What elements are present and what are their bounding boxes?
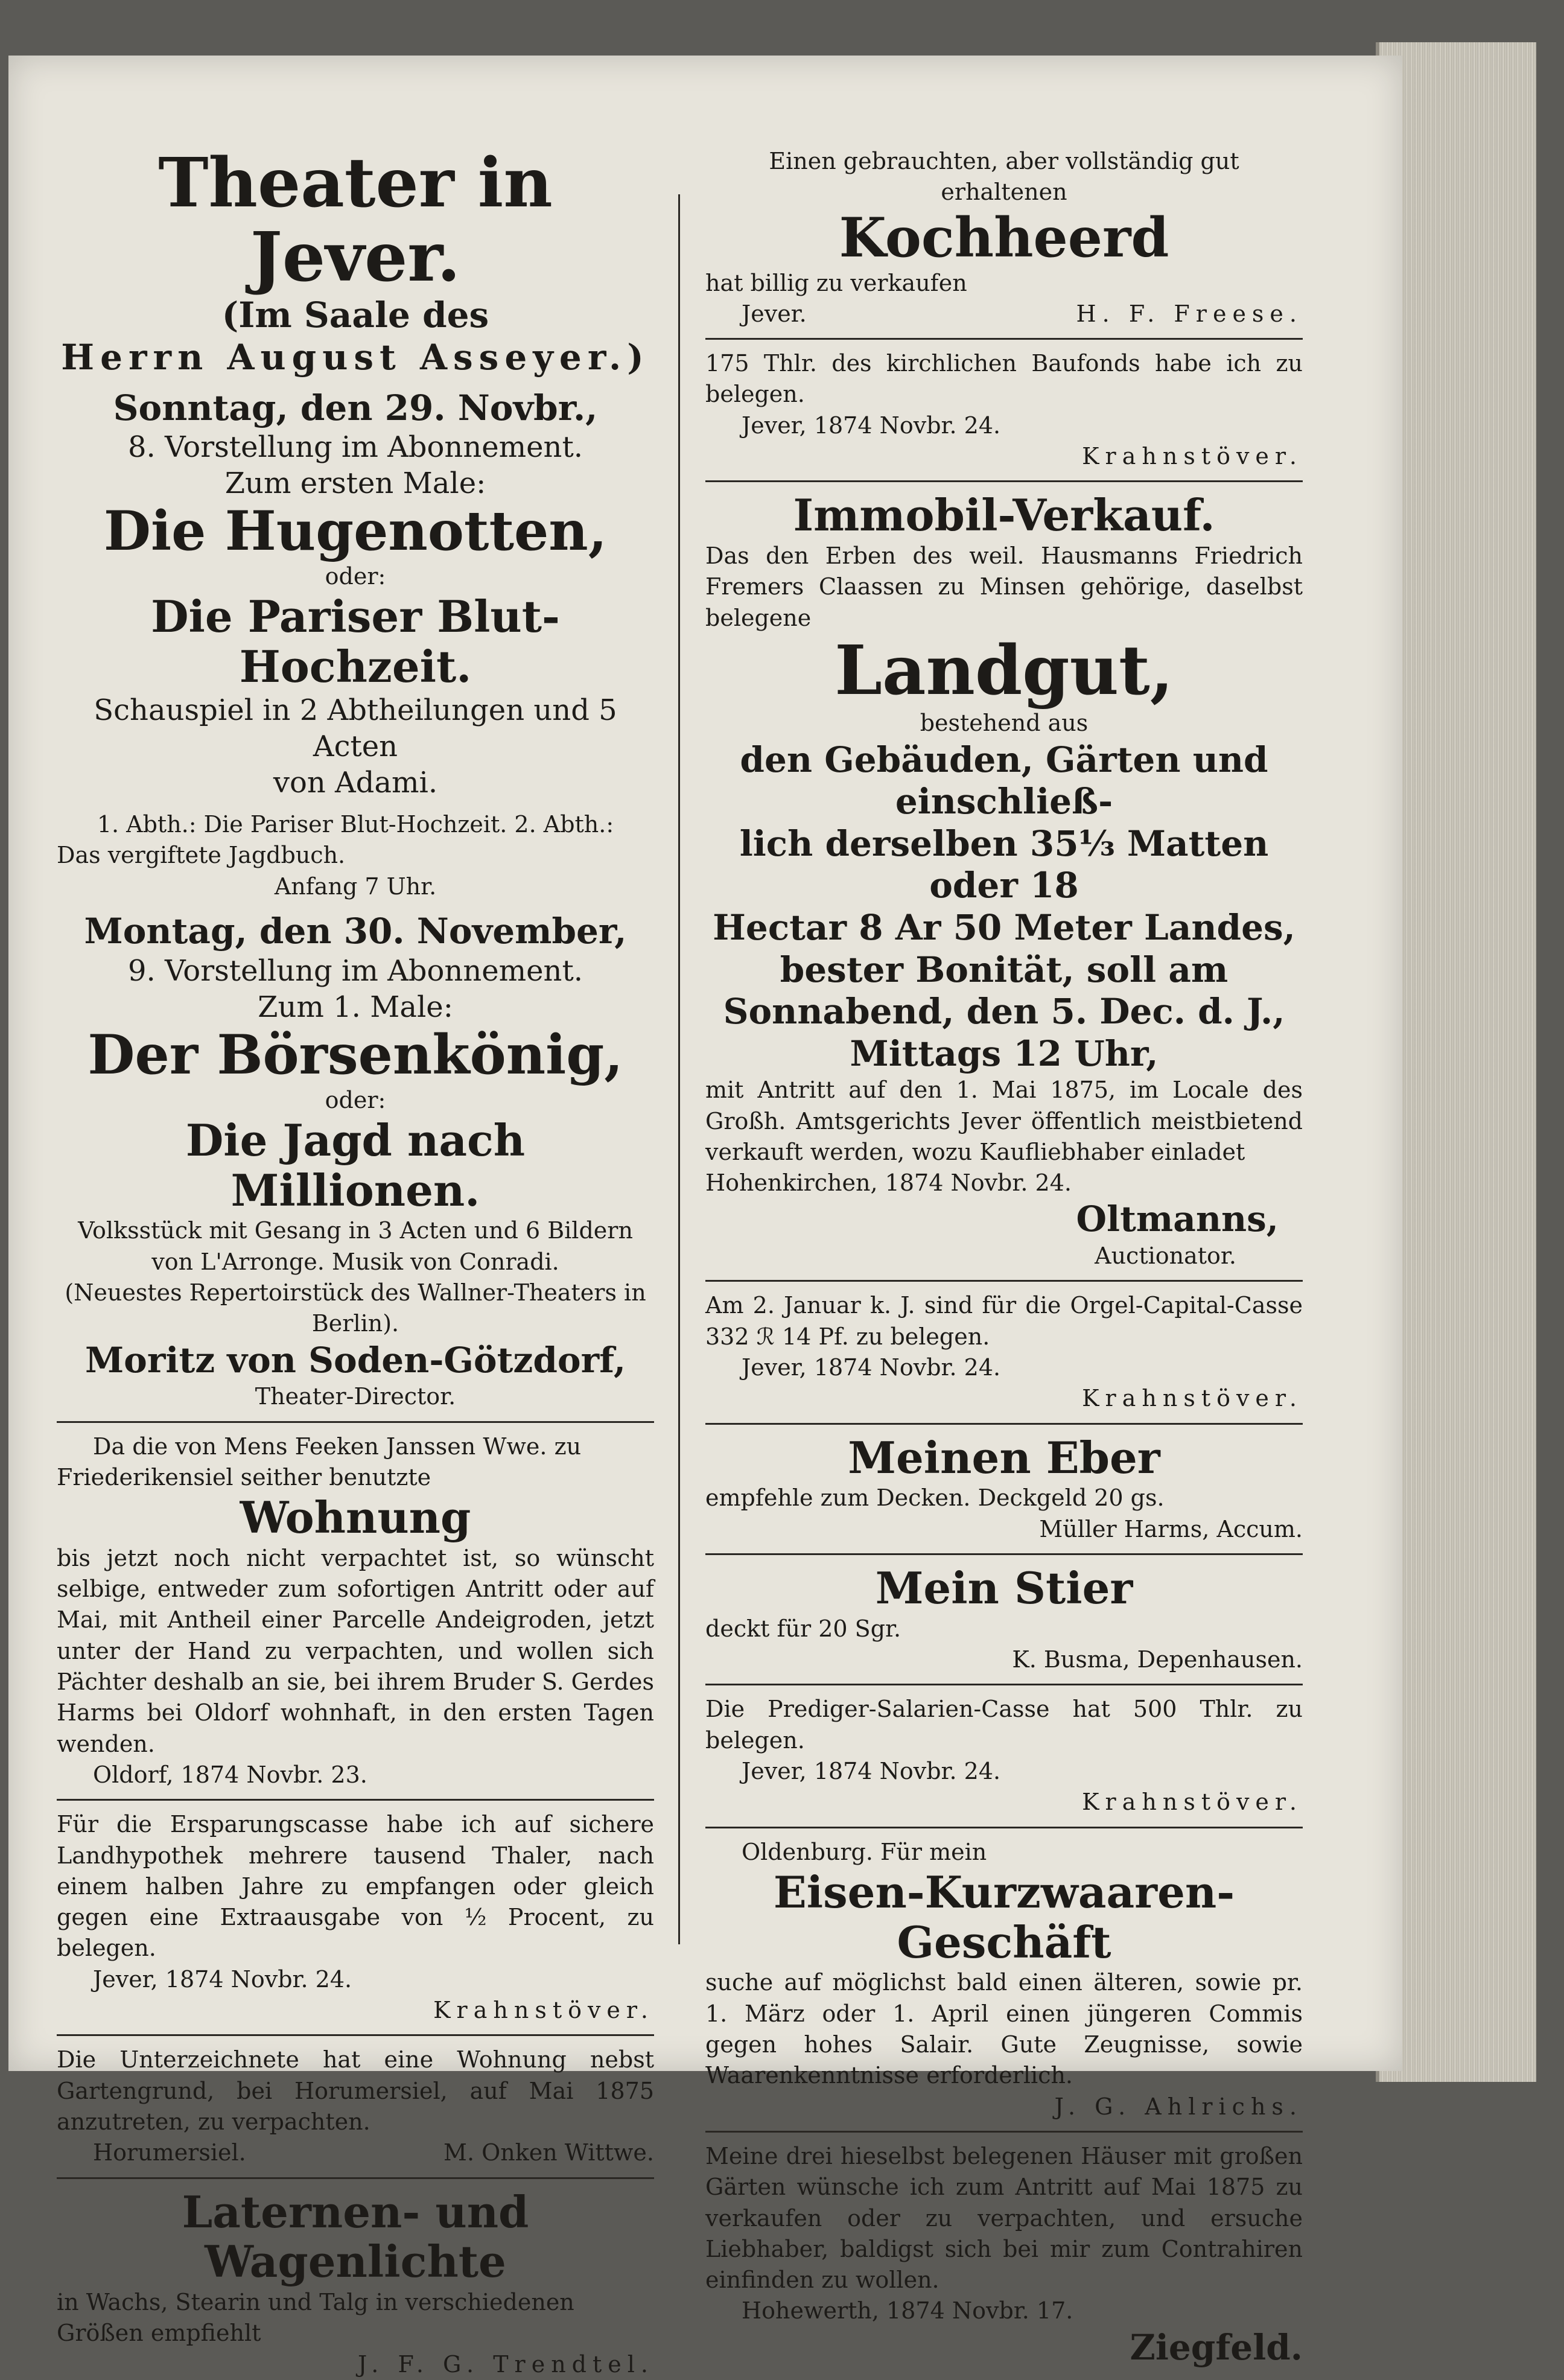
performance-9: 9. Vorstellung im Abonnement. bbox=[127, 953, 583, 988]
newspaper-page bbox=[8, 56, 1402, 2378]
ersparungscasse-ad-body: Für die Ersparungscasse habe ich auf sichere Landhypothek mehrere tausend Thaler, nach einem halben Jahre zu empfangen oder gleich gegen eine Extraausgabe von ½ Procent, zu belegen. bbox=[57, 1811, 654, 1962]
kochheerd-ad-place: Jever. bbox=[742, 300, 807, 327]
eisen-ad-line-1: Oldenburg. Für mein bbox=[742, 1838, 987, 1865]
laternen-heading: Laternen- und Wagenlichte bbox=[182, 2186, 529, 2288]
wohnung-ad-line-2: Friederikensiel seither benutzte bbox=[57, 1463, 431, 1491]
first-time-label: Zum ersten Male: bbox=[224, 466, 486, 501]
play2-title: Der Börsenkönig, bbox=[87, 1022, 623, 1087]
haeuser-ad-body: Meine drei hieselbst belegenen Häuser mit großen Gärten wünsche ich zum Antritt auf Mai 1875 zu verkaufen oder zu verpachten, und ersuche Liebhaber, baldigst sich bei mir zum Contrahiren einfinden zu wollen. bbox=[705, 2142, 1303, 2294]
right-column bbox=[705, 146, 1303, 2369]
play1-subtitle: Die Pariser Blut-Hochzeit. bbox=[151, 591, 560, 693]
eisen-ad-sign: J. G. Ahlrichs. bbox=[1054, 2093, 1303, 2120]
immobil-consisting: bestehend aus bbox=[920, 710, 1089, 737]
immobil-line-3: Hectar 8 Ar 50 Meter Landes, bbox=[713, 906, 1295, 948]
immobil-body: mit Antritt auf den 1. Mai 1875, im Locale des Großh. Amtsgerichts Jever öffentlich meistbietend verkauft werden, wozu Kaufliebhaber einladet bbox=[705, 1077, 1303, 1165]
play2-description-2: von L'Arronge. Musik von Conradi. bbox=[151, 1248, 559, 1275]
divider bbox=[57, 2034, 654, 2036]
director-title: Theater-Director. bbox=[255, 1383, 456, 1410]
immobil-day: Sonnabend, den 5. Dec. d. J., bbox=[723, 991, 1285, 1032]
orgel-ad-date: Jever, 1874 Novbr. 24. bbox=[742, 1354, 1001, 1381]
play2-description-1: Volksstück mit Gesang in 3 Acten und 6 Bildern bbox=[78, 1217, 633, 1244]
wohnung-heading: Wohnung bbox=[240, 1492, 471, 1544]
eber-ad-sign: Müller Harms, Accum. bbox=[1039, 1515, 1303, 1542]
eisen-ad-body: suche auf möglichst bald einen älteren, sowie pr. 1. März oder 1. April einen jüngeren Commis gegen hohes Salair. Gute Zeugnisse, sowie Waarenkenntnisse erforderlich. bbox=[705, 1969, 1303, 2089]
eisen-heading: Eisen-Kurzwaaren-Geschäft bbox=[773, 1866, 1235, 1968]
monday-date: Montag, den 30. November, bbox=[84, 910, 627, 952]
haeuser-ad-sign: Ziegfeld. bbox=[1130, 2326, 1303, 2368]
oder-label-2: oder: bbox=[325, 1086, 386, 1113]
immobil-time: Mittags 12 Uhr, bbox=[850, 1032, 1159, 1074]
oder-label-1: oder: bbox=[325, 563, 386, 590]
divider bbox=[57, 1799, 654, 1801]
divider bbox=[705, 338, 1303, 340]
kochheerd-ad-sign: H. F. Freese. bbox=[1076, 300, 1303, 327]
laternen-ad-body: in Wachs, Stearin und Talg in verschiedenen Größen empfiehlt bbox=[57, 2289, 574, 2347]
immobil-sign-title: Auctionator. bbox=[1095, 1242, 1236, 1270]
divider bbox=[705, 1827, 1303, 1828]
prediger-ad-body: Die Prediger-Salarien-Casse hat 500 Thlr. zu belegen. bbox=[705, 1696, 1303, 1754]
landgut-heading: Landgut, bbox=[834, 631, 1174, 711]
first-time-label-2: Zum 1. Male: bbox=[258, 990, 453, 1024]
immobil-heading: Immobil-Verkauf. bbox=[793, 489, 1215, 541]
director-name: Moritz von Soden-Götzdorf, bbox=[84, 1339, 626, 1381]
play1-acts-1: 1. Abth.: Die Pariser Blut-Hochzeit. 2. Abth.: bbox=[97, 811, 614, 838]
horumersiel-ad-place: Horumersiel. bbox=[93, 2139, 246, 2166]
immobil-sign: Oltmanns, bbox=[1076, 1198, 1279, 1240]
laternen-ad-sign: J. F. G. Trendtel. bbox=[358, 2350, 654, 2378]
eber-ad-body: empfehle zum Decken. Deckgeld 20 gs. bbox=[705, 1484, 1165, 1512]
ersparungscasse-ad-date: Jever, 1874 Novbr. 24. bbox=[93, 1965, 352, 1993]
start-time: Anfang 7 Uhr. bbox=[274, 873, 437, 900]
prediger-ad-date: Jever, 1874 Novbr. 24. bbox=[742, 1757, 1001, 1784]
performance-8: 8. Vorstellung im Abonnement. bbox=[127, 430, 583, 465]
play1-description-1: Schauspiel in 2 Abtheilungen und 5 Acten bbox=[94, 693, 617, 764]
stier-heading: Mein Stier bbox=[875, 1562, 1133, 1614]
orgel-ad-body: Am 2. Januar k. J. sind für die Orgel-Capital-Casse 332 ℛ 14 Pf. zu belegen. bbox=[705, 1292, 1303, 1350]
kochheerd-ad-line-1: Einen gebrauchten, aber vollständig gut erhaltenen bbox=[769, 148, 1239, 206]
stier-ad-body: deckt für 20 Sgr. bbox=[705, 1615, 901, 1642]
baufonds-ad-body: 175 Thlr. des kirchlichen Baufonds habe ich zu belegen. bbox=[705, 350, 1303, 408]
wohnung-ad-body: bis jetzt noch nicht verpachtet ist, so wünscht selbige, entweder zum sofortigen Antritt oder auf Mai, mit Antheil einer Parcelle Andeigroden, jetzt unter der Hand zu verpachten, und wollen sich Pächter deshalb an sie, bei ihrem Bruder S. Gerdes Harms bei Oldorf wohnhaft, in den ersten Tagen wenden. bbox=[57, 1544, 655, 1757]
play1-description-2: von Adami. bbox=[273, 766, 438, 800]
theater-title: Theater in Jever. bbox=[158, 144, 553, 298]
kochheerd-ad-line-2: hat billig zu verkaufen bbox=[705, 269, 967, 296]
horumersiel-ad-sign: M. Onken Wittwe. bbox=[443, 2139, 654, 2166]
stier-ad-sign: K. Busma, Depenhausen. bbox=[1012, 1646, 1303, 1673]
wohnung-ad-line-1: Da die von Mens Feeken Janssen Wwe. zu bbox=[93, 1433, 582, 1460]
ersparungscasse-ad-sign: Krahnstöver. bbox=[433, 1997, 654, 2024]
play2-subtitle: Die Jagd nach Millionen. bbox=[185, 1114, 526, 1216]
horumersiel-ad-body: Die Unterzeichnete hat eine Wohnung nebst Gartengrund, bei Horumersiel, auf Mai 1875 anzutreten, zu verpachten. bbox=[57, 2046, 654, 2135]
venue-line-1: (Im Saale des bbox=[221, 294, 489, 336]
baufonds-ad-date: Jever, 1874 Novbr. 24. bbox=[742, 412, 1001, 439]
divider bbox=[57, 1421, 654, 1423]
kochheerd-heading: Kochheerd bbox=[839, 205, 1169, 270]
baufonds-ad-sign: Krahnstöver. bbox=[1082, 443, 1303, 470]
play2-note-2: Berlin). bbox=[311, 1310, 399, 1337]
immobil-line-4: bester Bonität, soll am bbox=[780, 949, 1229, 990]
immobil-intro: Das den Erben des weil. Hausmanns Friedrich Fremers Claassen zu Minsen gehörige, daselbst belegene bbox=[705, 542, 1303, 631]
sunday-date: Sonntag, den 29. Novbr., bbox=[113, 387, 598, 428]
immobil-date: Hohenkirchen, 1874 Novbr. 24. bbox=[705, 1169, 1072, 1197]
play2-note-1: (Neuestes Repertoirstück des Wallner-Theaters in bbox=[65, 1279, 646, 1306]
play1-title: Die Hugenotten, bbox=[103, 499, 608, 564]
divider bbox=[705, 1684, 1303, 1685]
column-divider bbox=[678, 194, 680, 1944]
prediger-ad-sign: Krahnstöver. bbox=[1082, 1789, 1303, 1816]
immobil-line-2: lich derselben 35⅓ Matten oder 18 bbox=[739, 822, 1269, 906]
haeuser-ad-date: Hohewerth, 1874 Novbr. 17. bbox=[742, 2297, 1073, 2324]
left-column bbox=[57, 146, 654, 2380]
venue-line-2: Herrn August Asseyer.) bbox=[61, 336, 650, 378]
play1-acts-2: Das vergiftete Jagdbuch. bbox=[57, 842, 346, 869]
immobil-line-1: den Gebäuden, Gärten und einschließ- bbox=[740, 739, 1268, 822]
orgel-ad-sign: Krahnstöver. bbox=[1082, 1385, 1303, 1412]
divider bbox=[57, 2177, 654, 2179]
divider bbox=[705, 1423, 1303, 1425]
eber-heading: Meinen Eber bbox=[848, 1431, 1160, 1483]
wohnung-ad-date: Oldorf, 1874 Novbr. 23. bbox=[93, 1761, 367, 1788]
divider bbox=[705, 480, 1303, 482]
divider bbox=[705, 2131, 1303, 2133]
divider bbox=[705, 1280, 1303, 1282]
divider bbox=[705, 1553, 1303, 1555]
